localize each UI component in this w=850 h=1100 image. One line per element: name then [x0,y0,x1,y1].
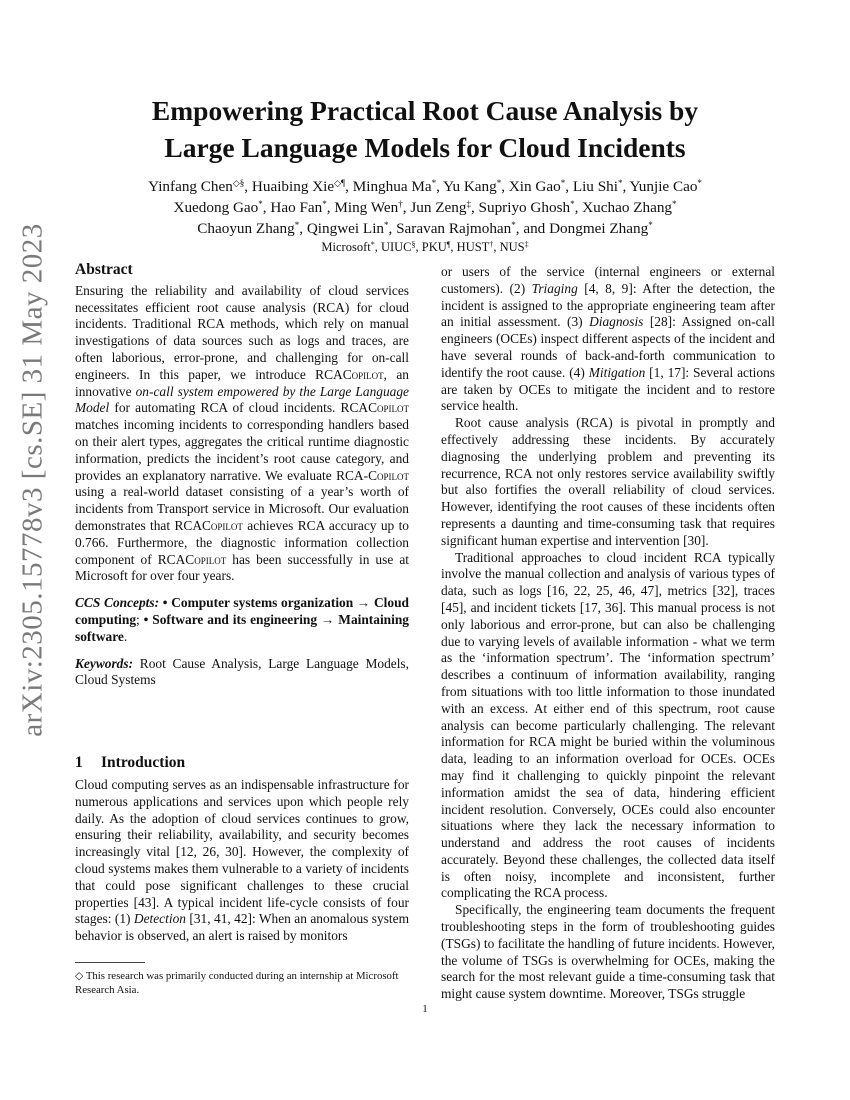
author-name: Yinfang Chen [148,178,233,195]
author-line-3: Chaoyun Zhang*, Qingwei Lin*, Saravan Rajmohan*, and Dongmei Zhang* [197,220,653,237]
abstract-heading: Abstract [75,261,133,278]
author-conjunction: and [523,220,546,237]
author-name: Supriyo Ghosh [478,199,571,216]
affiliation: NUS [499,240,525,254]
footnote [75,969,409,997]
system-name: Copilot [368,467,409,483]
body-paragraph: Traditional approaches to cloud incident RCA typically involve the manual collection and analysis of various types of data, such as logs [16, 22, 25, 46, 47], metrics [32], traces [45], and incident tickets [17, 36]. This manual process is not only laborious and error-prone, but can also be challenging due to varying levels of available information - what we term as the ‘information spectrum’. The ‘information spectrum’ describes a continuum of information availability, ranging from situations with too little information to those inundated with an excess. At either end of this spectrum, root cause analysis can become particularly challenging. The relevant information for RCA might be buried within the voluminous data, leading to an information overload for OCEs. OCEs may find it challenging to quickly pinpoint the relevant information amidst the sea of data, hindering efficient incident resolution. Conversely, OCEs could also encounter situations where they lack the necessary information to understand and address the root causes of incidents accurately. Beyond these challenges, the collected data itself is often noisy, incomplete and inconsistent, further complicating the RCA process. [441,549,775,901]
affiliation-mark: ‡ [524,240,529,249]
ccs-label: CCS Concepts: [75,595,160,611]
author-name: Qingwei Lin [306,220,385,237]
stage-name: Detection [133,911,186,927]
stage-name: Mitigation [588,364,646,380]
affiliations-line: Microsoft*, UIUC§, PKU¶, HUST†, NUS‡ [321,240,529,254]
body-text: Cloud computing serves as an indispensable infrastructure for numerous applications and services upon which people rely daily. As the adoption of cloud services continues to grow, ensuring their reliability, availability, and security becomes increasingly vital [12, 26, 30]. However, the complexity of cloud systems makes them vulnerable to a variety of incidents that could pose significant challenges to these crucial properties [43]. A typical incident life-cycle consists of four stages: (1) [75,776,409,927]
keywords-label: Keywords: [75,655,134,671]
body-text: [28]: Assigned on-call engineers (OCEs) inspect different aspects of the incident and have several rounds of back-and-forth communication to identify the root cause. (4) [441,314,775,380]
right-column [441,264,775,1003]
affiliation: HUST [456,240,490,254]
keywords [75,656,409,690]
affiliation-mark: ¶ [446,240,451,249]
author-name: Hao Fan [270,199,323,216]
abstract-text: , an innovative [75,366,409,399]
system-name: Copilot [185,551,227,567]
author-mark: * [431,178,437,188]
author-name: Xuedong Gao [173,199,259,216]
ccs-concepts [75,595,409,645]
section-heading-introduction [75,755,409,772]
left-column [75,262,409,945]
author-line-1: Yinfang Chen◇§, Huaibing Xie◇¶, Minghua Ma*, Yu Kang*, Xin Gao*, Liu Shi*, Yunjie Cao* [148,178,702,195]
body-text: or users of the service (internal engineers or external customers). (2) [441,264,775,296]
author-line-2: Xuedong Gao*, Hao Fan*, Ming Wen†, Jun Zeng‡, Supriyo Ghosh*, Xuchao Zhang* [173,199,677,216]
keywords-text: Root Cause Analysis, Large Language Models, Cloud Systems [75,655,409,688]
body-text: [31, 41, 42]: When an anomalous system behavior is observed, an alert is raised by monitors [75,911,409,944]
title-line-1: Empowering Practical Root Cause Analysis by [151,95,699,126]
footnote-text: This research was primarily conducted during an internship at Microsoft Research Asia. [75,970,399,996]
affiliation-mark: * [370,240,375,249]
title-line-2: Large Language Models for Cloud Incidents [164,132,686,163]
author-mark: * [258,199,263,209]
author-mark: * [294,220,300,230]
footnote-mark: ◇ [75,970,84,982]
author-mark: * [617,178,623,188]
author-mark: * [697,178,702,188]
affiliation-mark: † [489,240,494,249]
author-name: Yunjie Cao [629,178,698,195]
abstract-text: using a real-world dataset consisting of a year’s worth of incidents from Transport service in Microsoft. Our evaluation demonstrates that RCA [75,484,409,533]
intro-paragraph [75,777,409,945]
arxiv-identifier: arXiv:2305.15778v3 [cs.SE] 31 May 2023 [16,223,49,737]
ccs-concept: • Computer systems organization → Cloud computing [75,595,409,627]
abstract-text: has been successfully in use at Microsoft for over four years. [75,551,409,584]
author-mark: * [322,199,327,209]
author-mark: * [672,199,677,209]
ccs-concept: • Software and its engineering → Maintaining software [75,611,409,644]
stage-name: Triaging [531,280,578,296]
author-mark: ‡ [466,199,471,209]
author-name: Yu Kang [443,178,497,195]
affiliation: UIUC [380,240,412,254]
abstract-text: Ensuring the reliability and availability of cloud services necessitates efficient root cause analysis (RCA) for cloud incidents. Traditional RCA methods, which rely on manual investigations of data sources such as logs and traces, are often laborious, error-prone, and challenging for on-call engineers. In this paper, we introduce RCA [75,282,409,382]
author-name: Liu Shi [572,178,618,195]
body-text: [4, 8, 9]: After the detection, the incident is assigned to the appropriate engineering team after an initial assessment. (3) [441,280,775,330]
author-mark: ◇¶ [334,178,346,188]
author-name: Xin Gao [508,178,561,195]
paper-title [75,92,775,166]
affiliation: Microsoft [321,240,371,254]
author-mark: ◇§ [232,178,245,188]
affiliation-mark: § [411,240,416,249]
section-title: Introduction [101,754,186,772]
abstract-text: matches incoming incidents to corresponding handlers based on their alert types, aggregates the critical runtime diagnostic information, predicts the incident’s root cause category, and provides an explanatory narrative. We evaluate RCA- [75,417,409,483]
author-name: Jun Zeng [410,199,467,216]
author-name: Ming Wen [334,199,399,216]
affiliation: PKU [421,240,447,254]
author-mark: * [384,220,389,230]
body-text: [1, 17]: Several actions are taken by OCEs to mitigate the incident and to restore service health. [441,364,775,414]
body-paragraph: Root cause analysis (RCA) is pivotal in promptly and effectively addressing these incidents. By accurately diagnosing the underlying problem and preventing its recurrence, RCA not only restores service availability swiftly but also fortifies the overall reliability of cloud services. However, identifying the root causes of these incidents often represents a daunting and time-consuming task that requires significant human expertise and intervention [30]. [441,415,775,548]
system-name: Copilot [201,517,243,533]
author-mark: * [648,220,653,230]
author-mark: * [496,178,502,188]
author-mark: * [570,199,575,209]
author-name: Chaoyun Zhang [197,220,295,237]
abstract-text: achieves RCA accuracy up to 0.766. Furthermore, the diagnostic information collection component of RCA [75,517,409,567]
author-name: Huaibing Xie [251,178,335,195]
ccs-separator: ; [136,611,144,627]
body-paragraph [441,264,775,415]
author-name: Dongmei Zhang [549,220,649,237]
body-paragraph: Specifically, the engineering team documents the frequent troubleshooting steps in the form of troubleshooting guides (TSGs) to facilitate the handling of future incidents. However, the volume of TSGs is overwhelming for OCEs, making the search for the most relevant guide a time-consuming task that might cause system downtime. Moreover, TSGs struggle [441,902,775,1002]
author-name: Minghua Ma [352,178,432,195]
author-name: Saravan Rajmohan [396,220,512,237]
section-number: 1 [75,754,83,772]
system-name: Copilot [368,400,409,416]
stage-name: Diagnosis [589,314,644,330]
author-block [75,176,775,255]
ccs-end: . [123,628,128,644]
abstract-text: for automating RCA of cloud incidents. RCA [109,400,369,416]
author-mark: † [398,199,403,209]
arxiv-sidebar-stamp [8,223,58,737]
author-name: Xuchao Zhang [582,199,673,216]
footnote-rule [75,962,145,963]
author-mark: * [511,220,516,230]
author-mark: * [560,178,566,188]
abstract-paragraph [75,283,409,585]
page-number: 1 [422,1003,428,1015]
abstract-emphasis: on-call system empowered by the Large Language Model [75,383,409,416]
system-name: Copilot [342,366,384,382]
